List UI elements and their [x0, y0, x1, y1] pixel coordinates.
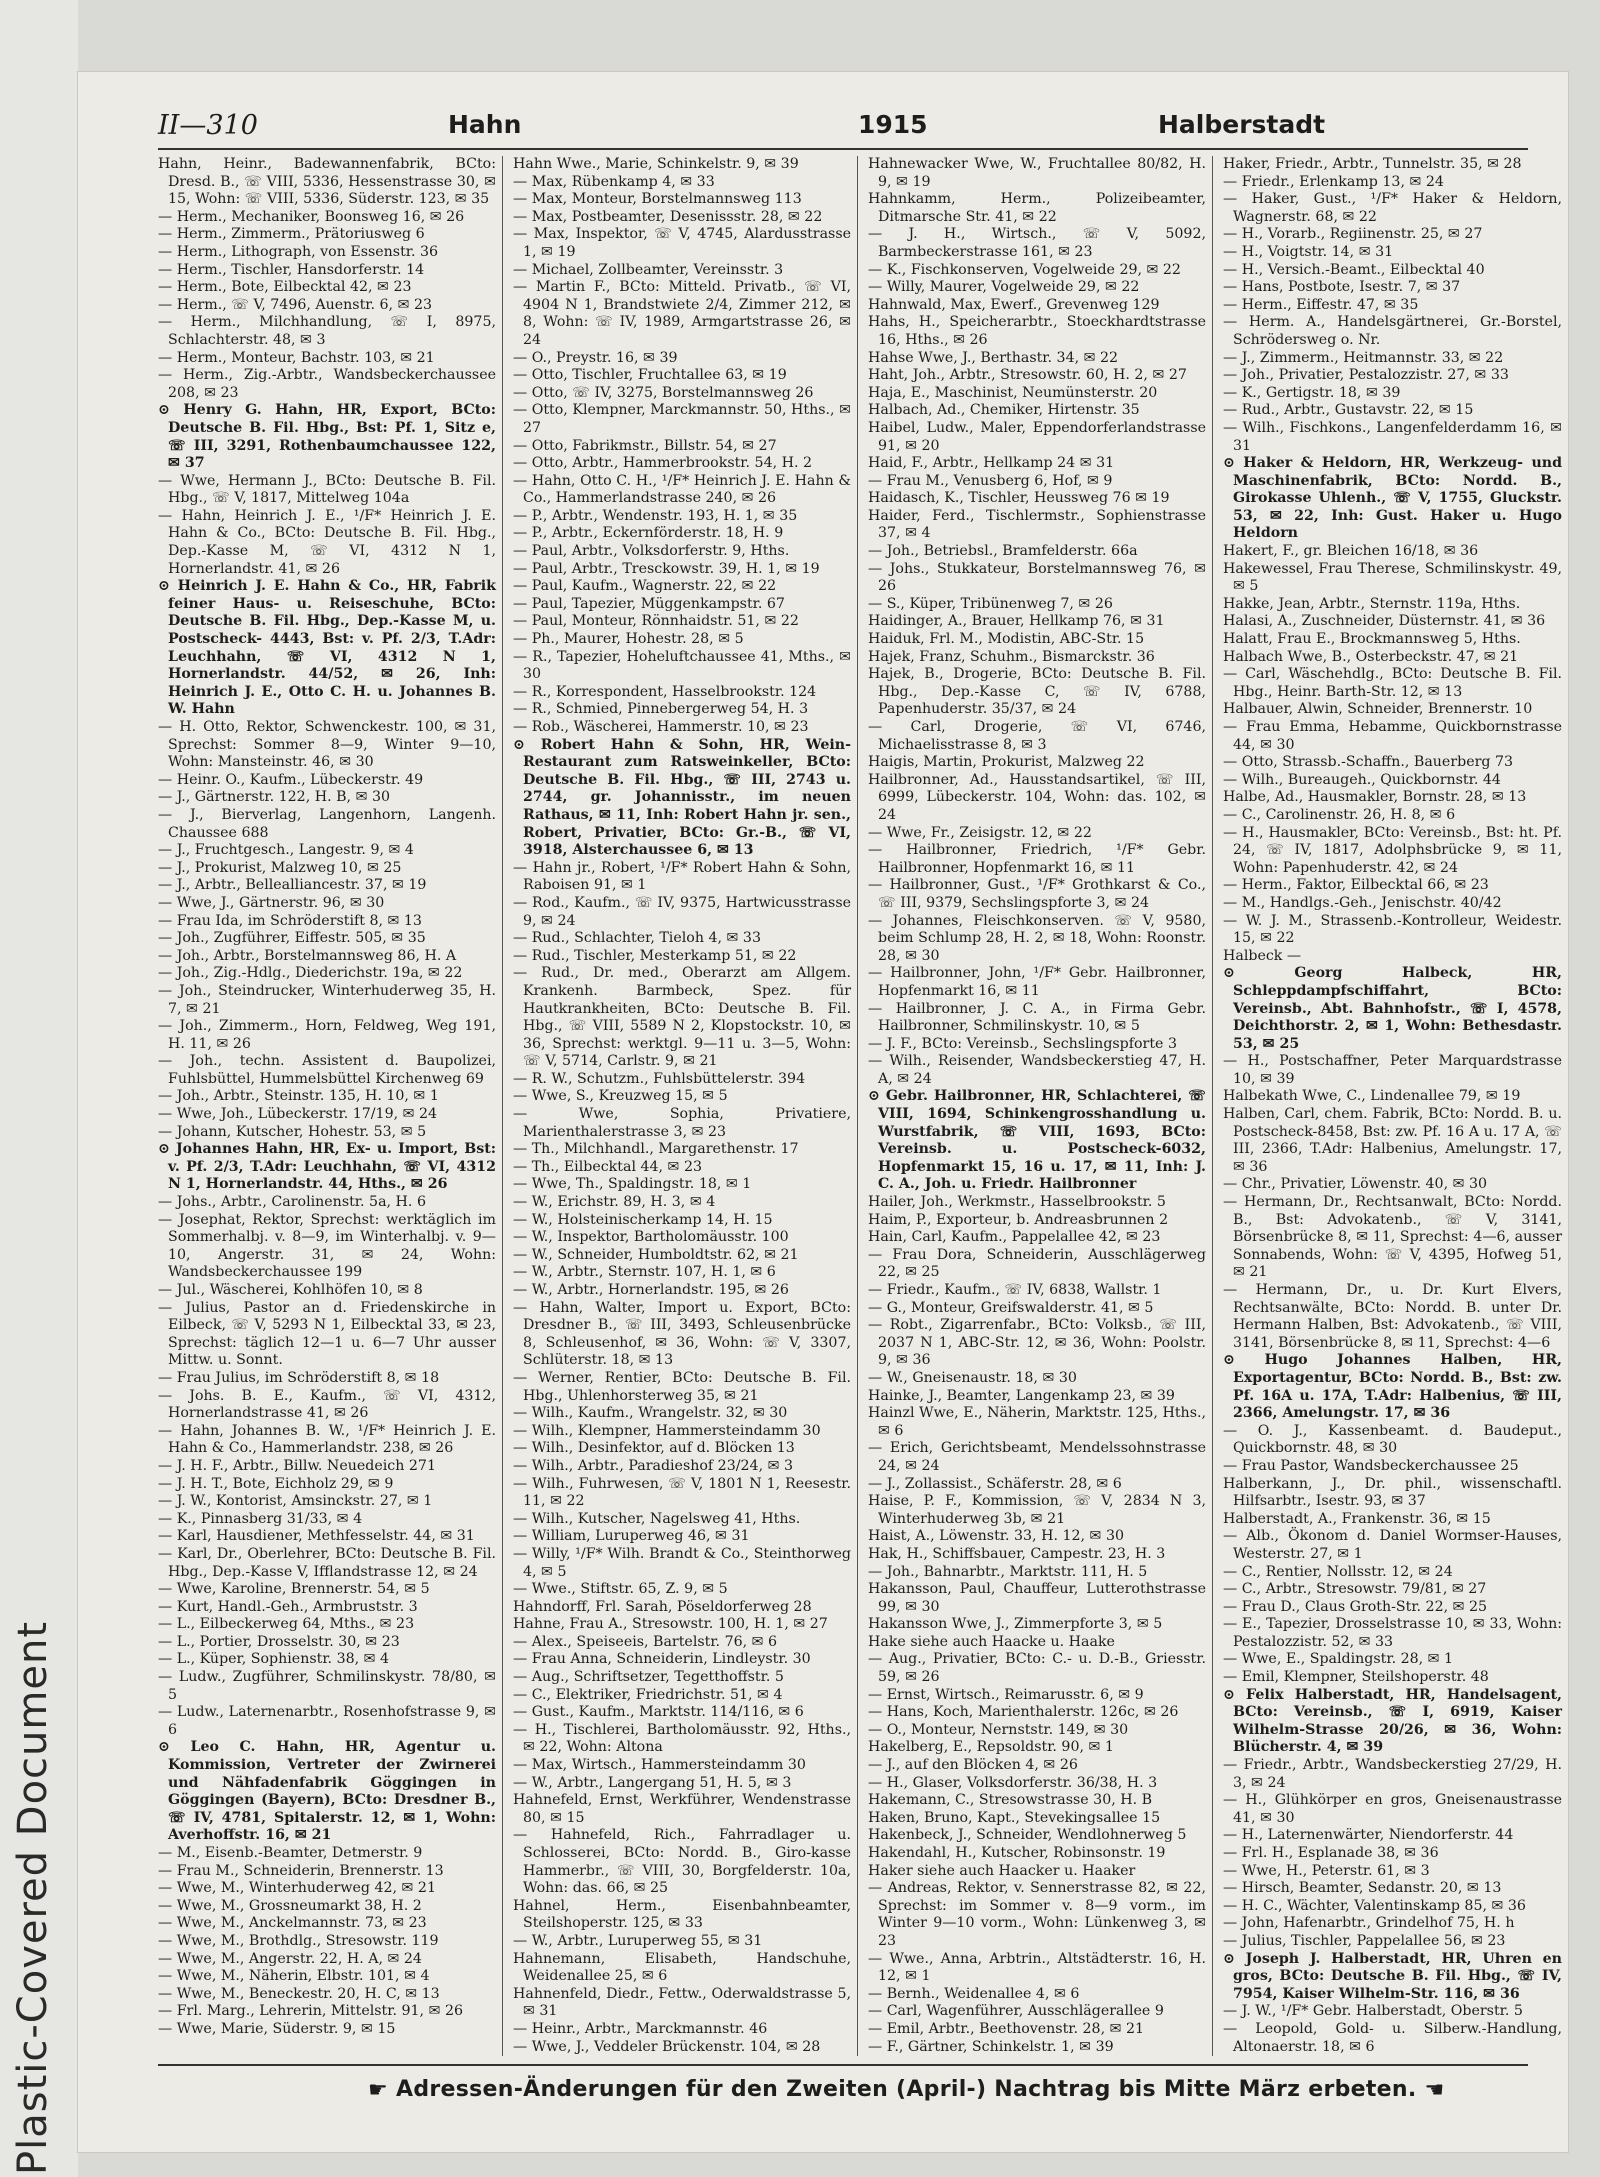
directory-entry: — Haker, Gust., ¹/F* Haker & Heldorn, Wagnerstr. 68, ✉ 22	[1223, 191, 1562, 225]
directory-entry: Halbeck —	[1223, 947, 1302, 964]
directory-entry: Hahnwald, Max, Ewerf., Grevenweg 129	[868, 296, 1160, 313]
directory-entry: Haigis, Martin, Prokurist, Malzweg 22	[868, 754, 1145, 771]
directory-entry: — Carl, Wäschehdlg., BCto: Deutsche B. Fil. Hbg., Heinr. Barth-Str. 12, ✉ 13	[1223, 666, 1562, 700]
directory-entry: — Otto, Strassb.-Schaffn., Bauerberg 73	[1223, 754, 1514, 771]
directory-entry: Hailer, Joh., Werkmstr., Hasselbrookstr. 5	[868, 1194, 1166, 1211]
directory-entry: — Hermann, Dr., Rechtsanwalt, BCto: Nordd. B., Bst: Advokatenb., ☏ V, 3141, Börsenbrücke 8, ✉ 11, Sprechst: 4—6, ausser Sonnabends, Wohn: ☏ V, 4395, Hofweg 51, ✉ 21	[1223, 1194, 1562, 1281]
directory-entry: — Rud., Schlachter, Tieloh 4, ✉ 33	[513, 930, 761, 947]
directory-entry: Halasi, A., Zuschneider, Düsternstr. 41, ✉ 36	[1223, 613, 1546, 630]
directory-entry: — Leopold, Gold- u. Silberw.-Handlung, Altonaerstr. 18, ✉ 6	[1223, 2020, 1562, 2055]
directory-entry: — P., Arbtr., Eckernförderstr. 18, H. 9	[513, 525, 784, 542]
directory-entry: — Wwe, M., Beneckestr. 20, H. C, ✉ 13	[158, 1985, 440, 2002]
directory-entry: Hahne, Frau A., Stresowstr. 100, H. 1, ✉ 27	[513, 1616, 828, 1633]
directory-entry: — Emil, Klempner, Steilshoperstr. 48	[1223, 1669, 1489, 1686]
directory-entry: — Hahn, Otto C. H., ¹/F* Heinrich J. E. Hahn & Co., Hammerlandstrasse 240, ✉ 26	[513, 472, 851, 507]
directory-entry: — J. W., Kontorist, Amsinckstr. 27, ✉ 1	[158, 1493, 433, 1510]
footer-notice	[368, 2077, 1445, 2103]
footer-text: Adressen-Änderungen für den Zweiten (April-) Nachtrag bis Mitte März erbeten.	[396, 2077, 1417, 2102]
directory-entry: ⊙ Robert Hahn & Sohn, HR, Wein-Restaurant zum Ratsweinkeller, BCto: Deutsche B. Fil. Hbg., ☏ III, 2743 u. 2744, gr. Johannisstr., im neuen Rathaus, ✉ 11, Inh: Robert Hahn jr. sen., Robert, Privatier, BCto: Gr.-B., ☏ VI, 3918, Alsterchaussee 6, ✉ 13	[513, 736, 851, 859]
directory-entry: ⊙ Felix Halberstadt, HR, Handelsagent, BCto: Vereinsb., ☏ I, 6919, Kaiser Wilhelm-Strasse 20/26, ✉ 36, Wohn: Blücherstr. 4, ✉ 39	[1223, 1686, 1562, 1756]
directory-entry: — C., Elektriker, Friedrichstr. 51, ✉ 4	[513, 1686, 783, 1703]
directory-entry: Haibel, Ludw., Maler, Eppendorferlandstrasse 91, ✉ 20	[868, 419, 1206, 454]
directory-entry: — Wwe, Joh., Lübeckerstr. 17/19, ✉ 24	[158, 1106, 438, 1123]
directory-entry: Haken, Bruno, Kapt., Stevekingsallee 15	[868, 1809, 1161, 1826]
directory-entry: Hajek, Franz, Schuhm., Bismarckstr. 36	[868, 648, 1155, 665]
directory-entry: — O., Monteur, Nernststr. 149, ✉ 30	[868, 1721, 1129, 1738]
directory-entry: — Johs. B. E., Kaufm., ☏ VI, 4312, Hornerlandstrasse 41, ✉ 26	[158, 1387, 496, 1422]
directory-entry: — Hailbronner, Gust., ¹/F* Grothkarst & Co., ☏ III, 9379, Sechslingspforte 3, ✉ 24	[868, 877, 1206, 911]
directory-entry: — H., Glaser, Volksdorferstr. 36/38, H. 3	[868, 1774, 1158, 1791]
directory-entry: — W. J. M., Strassenb.-Kontrolleur, Weidestr. 15, ✉ 22	[1223, 912, 1562, 947]
directory-entry: Haidasch, K., Tischler, Heussweg 76 ✉ 19	[868, 490, 1170, 507]
directory-entry: — Friedr., Arbtr., Wandsbeckerstieg 27/29, H. 3, ✉ 24	[1223, 1757, 1562, 1791]
directory-entry: — Frau D., Claus Groth-Str. 22, ✉ 25	[1223, 1598, 1488, 1615]
directory-entry: — Wwe, Karoline, Brennerstr. 54, ✉ 5	[158, 1581, 430, 1598]
directory-entry: — Friedr., Erlenkamp 13, ✉ 24	[1223, 173, 1444, 190]
directory-entry: — Wwe, Hermann J., BCto: Deutsche B. Fil. Hbg., ☏ V, 1817, Mittelweg 104a	[158, 472, 496, 507]
directory-entry: — J., Prokurist, Malzweg 10, ✉ 25	[158, 859, 402, 876]
directory-entry: — J., Gärtnerstr. 122, H. B, ✉ 30	[158, 789, 391, 806]
directory-entry: Haker, Friedr., Arbtr., Tunnelstr. 35, ✉ 28	[1223, 156, 1522, 172]
directory-entry: — C., Carolinenstr. 26, H. 8, ✉ 6	[1223, 806, 1456, 823]
directory-entry: — Wwe, J., Veddeler Brückenstr. 104, ✉ 28	[513, 2038, 821, 2055]
directory-entry: — Joh., Steindrucker, Winterhuderweg 35, H. 7, ✉ 21	[158, 982, 496, 1017]
directory-entry: Hainke, J., Beamter, Langenkamp 23, ✉ 39	[868, 1387, 1175, 1404]
directory-entry: — Hailbronner, J. C. A., in Firma Gebr. Hailbronner, Schmilinskystr. 10, ✉ 5	[868, 1000, 1206, 1035]
directory-entry: — Hailbronner, Friedrich, ¹/F* Gebr. Hailbronner, Hopfenmarkt 16, ✉ 11	[868, 842, 1206, 876]
directory-entry: — Joh., Zimmerm., Horn, Feldweg, Weg 191, H. 11, ✉ 26	[158, 1018, 496, 1052]
directory-entry: Halberkann, J., Dr. phil., wissenschaftl. Hilfsarbtr., Isestr. 93, ✉ 37	[1223, 1475, 1562, 1510]
directory-entry: — Joh., Arbtr., Borstelmannsweg 86, H. A	[158, 947, 457, 964]
directory-entry: — H., Laternenwärter, Niendorferstr. 44	[1223, 1827, 1514, 1844]
directory-entry: — Frau Dora, Schneiderin, Ausschlägerweg 22, ✉ 25	[868, 1246, 1206, 1281]
directory-entry: Haim, P., Exporteur, b. Andreasbrunnen 2	[868, 1211, 1169, 1228]
directory-entry: — Otto, ☏ IV, 3275, Borstelmannsweg 26	[513, 384, 814, 401]
directory-entry: — Wwe, Th., Spaldingstr. 18, ✉ 1	[513, 1176, 752, 1193]
directory-entry: — Wilh., Fuhrwesen, ☏ V, 1801 N 1, Reesestr. 11, ✉ 22	[513, 1475, 851, 1510]
directory-entry: Hakke, Jean, Arbtr., Sternstr. 119a, Hths.	[1223, 595, 1521, 612]
directory-entry: Halbauer, Alwin, Schneider, Brennerstr. 10	[1223, 701, 1533, 718]
directory-entry: — Frau Julius, im Schröderstift 8, ✉ 18	[158, 1369, 440, 1386]
directory-entry: Hahnewacker Wwe, W., Fruchtallee 80/82, H. 9, ✉ 19	[868, 156, 1206, 190]
directory-entry: — Aug., Privatier, BCto: C.- u. D.-B., Griesstr. 59, ✉ 26	[868, 1651, 1206, 1686]
directory-entry: — Frau Ida, im Schröderstift 8, ✉ 13	[158, 912, 422, 929]
directory-entry: — Karl, Dr., Oberlehrer, BCto: Deutsche B. Fil. Hbg., Dep.-Kasse V, Ifflandstrasse 12, ✉ 24	[158, 1545, 496, 1580]
directory-entry: — Bernh., Weidenallee 4, ✉ 6	[868, 1985, 1080, 2002]
directory-entry: — Carl, Wagenführer, Ausschlägerallee 9	[868, 2003, 1164, 2020]
directory-entry: — Ph., Maurer, Hohestr. 28, ✉ 5	[513, 631, 744, 648]
directory-entry: — Willy, ¹/F* Wilh. Brandt & Co., Steinthorweg 4, ✉ 5	[513, 1545, 851, 1580]
directory-entry: — R., Korrespondent, Hasselbrookstr. 124	[513, 683, 817, 700]
header-rule	[158, 148, 1528, 150]
directory-entry: — Max, Wirtsch., Hammersteindamm 30	[513, 1757, 806, 1774]
directory-entry: — Werner, Rentier, BCto: Deutsche B. Fil. Hbg., Uhlenhorsterweg 35, ✉ 21	[513, 1369, 851, 1404]
directory-entry: — J., Fruchtgesch., Langestr. 9, ✉ 4	[158, 842, 414, 859]
directory-entry: — Herm., Tischler, Hansdorferstr. 14	[158, 261, 425, 278]
directory-entry: — W., Arbtr., Luruperweg 55, ✉ 31	[513, 1932, 763, 1949]
directory-entry: — Wilh., Desinfektor, auf d. Blöcken 13	[513, 1440, 795, 1457]
directory-entry: — Wwe, M., Anckelmannstr. 73, ✉ 23	[158, 1915, 427, 1932]
directory-entry: — Herm., Bote, Eilbecktal 42, ✉ 23	[158, 279, 412, 296]
directory-entry: — Hahn, Walter, Import u. Export, BCto: Dresdner B., ☏ III, 3493, Schleusenbrücke 8, Schleusenhof, ✉ 36, Wohn: ☏ V, 3307, Schlüterstr. 18, ✉ 13	[513, 1299, 851, 1369]
directory-entry: — Rud., Arbtr., Gustavstr. 22, ✉ 15	[1223, 402, 1474, 419]
directory-entry: — Max, Monteur, Borstelmannsweg 113	[513, 191, 802, 208]
directory-entry: — Wwe, Fr., Zeisigstr. 12, ✉ 22	[868, 824, 1092, 841]
directory-entry: — Rob., Wäscherei, Hammerstr. 10, ✉ 23	[513, 719, 809, 735]
directory-page	[78, 72, 1568, 2152]
directory-entry: — Hailbronner, John, ¹/F* Gebr. Hailbronner, Hopfenmarkt 16, ✉ 11	[868, 965, 1206, 999]
directory-entry: — Max, Inspektor, ☏ V, 4745, Alardusstrasse 1, ✉ 19	[513, 226, 851, 260]
directory-entry: — Paul, Kaufm., Wagnerstr. 22, ✉ 22	[513, 578, 777, 595]
directory-entry: — Robt., Zigarrenfabr., BCto: Volksb., ☏ III, 2037 N 1, ABC-Str. 12, ✉ 36, Wohn: Poolstr. 9, ✉ 36	[868, 1317, 1206, 1369]
directory-entry: — W., Gneisenaustr. 18, ✉ 30	[868, 1369, 1077, 1386]
directory-entry: — Wwe., Anna, Arbtrin., Altstädterstr. 16, H. 12, ✉ 1	[868, 1950, 1206, 1985]
directory-entry: — Wwe, Sophia, Privatiere, Marienthalerstrasse 3, ✉ 23	[513, 1106, 851, 1140]
directory-entry: — Th., Milchhandl., Margarethenstr. 17	[513, 1141, 799, 1158]
directory-entry: Halbekath Wwe, C., Lindenallee 79, ✉ 19	[1223, 1088, 1521, 1105]
column-4	[1223, 156, 1568, 2056]
directory-entry: — Hans, Postbote, Isestr. 7, ✉ 37	[1223, 279, 1461, 296]
directory-entry: — W., Schneider, Humboldtstr. 62, ✉ 21	[513, 1246, 799, 1263]
directory-entry: — Martin F., BCto: Mitteld. Privatb., ☏ VI, 4904 N 1, Brandstwiete 2/4, Zimmer 212, ✉ 8, Wohn: ☏ IV, 1989, Armgartstrasse 26, ✉ 24	[513, 279, 851, 348]
directory-entry: — W., Arbtr., Sternstr. 107, H. 1, ✉ 6	[513, 1264, 776, 1281]
directory-entry: ⊙ Haker & Heldorn, HR, Werkzeug- und Maschinenfabrik, BCto: Nordd. B., Girokasse Uhlenh., ☏ V, 1755, Gluckstr. 53, ✉ 22, Inh: Gust. Haker u. Hugo Heldorn	[1223, 455, 1562, 542]
directory-entry: Hakemann, C., Stresowstrasse 30, H. B	[868, 1792, 1153, 1809]
directory-entry: — Herm., Eiffestr. 47, ✉ 35	[1223, 296, 1419, 313]
directory-entry: — Wwe, S., Kreuzweg 15, ✉ 5	[513, 1088, 728, 1105]
directory-entry: — Herm., Mechaniker, Boonsweg 16, ✉ 26	[158, 208, 465, 225]
directory-entry: Haist, A., Löwenstr. 33, H. 12, ✉ 30	[868, 1528, 1124, 1545]
directory-entry: ⊙ Georg Halbeck, HR, Schleppdampfschiffahrt, BCto: Vereinsb., Abt. Bahnhofstr., ☏ I, 4578, Deichthorstr. 2, ✉ 1, Wohn: Bethesdastr. 53, ✉ 25	[1223, 965, 1562, 1052]
directory-entry: Halbach Wwe, B., Osterbeckstr. 47, ✉ 21	[1223, 648, 1519, 665]
directory-entry: — Johs., Stukkateur, Borstelmannsweg 76, ✉ 26	[868, 560, 1206, 595]
directory-entry: — Frl. H., Esplanade 38, ✉ 36	[1223, 1845, 1439, 1861]
directory-entry: Hahnefeld, Ernst, Werkführer, Wendenstrasse 80, ✉ 15	[513, 1792, 851, 1826]
directory-entry: — R. W., Schutzm., Fuhlsbüttelerstr. 394	[513, 1070, 806, 1087]
directory-entry: Hailbronner, Ad., Hausstandsartikel, ☏ III, 6999, Lübeckerstr. 104, Wohn: das. 102, ✉ 24	[868, 771, 1206, 823]
directory-entry: — H., Vorarb., Regiinenstr. 25, ✉ 27	[1223, 226, 1483, 243]
directory-entry: — Hahn jr., Robert, ¹/F* Robert Hahn & Sohn, Raboisen 91, ✉ 1	[513, 859, 851, 894]
directory-entry: Haid, F., Arbtr., Hellkamp 24 ✉ 31	[868, 455, 1115, 472]
directory-entry: — Rod., Kaufm., ☏ IV, 9375, Hartwicusstrasse 9, ✉ 24	[513, 894, 851, 929]
directory-entry: — W., Arbtr., Langergang 51, H. 5, ✉ 3	[513, 1774, 792, 1791]
scanner-margin	[0, 0, 78, 2177]
directory-entry: — Frau M., Schneiderin, Brennerstr. 13	[158, 1862, 444, 1879]
column-1	[158, 156, 503, 2056]
directory-entry: — Julius, Tischler, Pappelallee 56, ✉ 23	[1223, 1932, 1506, 1949]
directory-entry: — L., Portier, Drosselstr. 30, ✉ 23	[158, 1633, 400, 1650]
directory-entry: ⊙ Leo C. Hahn, HR, Agentur u. Kommission, Vertreter der Zwirnerei und Nähfadenfabrik Göggingen in Göggingen (Bayern), BCto: Dresdner B., ☏ IV, 4781, Spitalerstr. 12, ✉ 1, Wohn: Averhoffstr. 16, ✉ 21	[158, 1739, 496, 1844]
directory-entry: — Jul., Wäscherei, Kohlhöfen 10, ✉ 8	[158, 1282, 423, 1298]
directory-entry: — Wwe, M., Brothdlg., Stresowstr. 119	[158, 1932, 439, 1949]
column-3	[868, 156, 1213, 2056]
directory-entry: — L., Eilbeckerweg 64, Mths., ✉ 23	[158, 1616, 415, 1633]
directory-entry: — J., auf den Blöcken 4, ✉ 26	[868, 1757, 1078, 1774]
directory-entry: — Paul, Tapezier, Müggenkampstr. 67	[513, 595, 785, 612]
directory-entry: Halben, Carl, chem. Fabrik, BCto: Nordd. B. u. Postscheck-8458, Bst: zw. Pf. 16 A u. 17 A, ☏ III, 2366, T.Adr: Halbenius, Amelungstr. 17, ✉ 36	[1223, 1106, 1562, 1175]
directory-entry: Hain, Carl, Kaufm., Pappelallee 42, ✉ 23	[868, 1229, 1161, 1246]
directory-entry: — Alex., Speiseeis, Bartelstr. 76, ✉ 6	[513, 1633, 778, 1650]
directory-entry: — Chr., Privatier, Löwenstr. 40, ✉ 30	[1223, 1176, 1488, 1193]
directory-entry: — Wilh., Kaufm., Wrangelstr. 32, ✉ 30	[513, 1405, 788, 1422]
directory-entry: — Joh., Betriebsl., Bramfelderstr. 66a	[868, 543, 1138, 560]
directory-entry: — Wilh., Arbtr., Paradieshof 23/24, ✉ 3	[513, 1457, 794, 1474]
directory-entry: — S., Küper, Tribünenweg 7, ✉ 26	[868, 595, 1113, 612]
directory-entry: Hajek, B., Drogerie, BCto: Deutsche B. Fil. Hbg., Dep.-Kasse C, ☏ IV, 6788, Papenhuderstr. 35/37, ✉ 24	[868, 666, 1206, 718]
directory-entry: — K., Pinnasberg 31/33, ✉ 4	[158, 1510, 363, 1527]
directory-entry: — Ludw., Zugführer, Schmilinskystr. 78/80, ✉ 5	[158, 1669, 496, 1703]
directory-entry: — Hahn, Heinrich J. E., ¹/F* Heinrich J. E. Hahn & Co., BCto: Deutsche B. Fil. Hbg., Dep.-Kasse M, ☏ VI, 4312 N 1, Hornerlandstr. 41, ✉ 26	[158, 507, 496, 577]
directory-entry: Hahnel, Herm., Eisenbahnbeamter, Steilshoperstr. 125, ✉ 33	[513, 1897, 851, 1932]
directory-entry: Haise, P. F., Kommission, ☏ V, 2834 N 3, Winterhuderweg 3b, ✉ 21	[868, 1493, 1206, 1527]
left-keyword: Hahn	[448, 110, 522, 139]
directory-entry: — Joh., Zig.-Hdlg., Diederichstr. 19a, ✉ 22	[158, 965, 463, 982]
directory-entry: ⊙ Gebr. Hailbronner, HR, Schlachterei, ☏ VIII, 1694, Schinkengrosshandlung u. Wurstfabrik, ☏ VIII, 1693, BCto: Vereinsb. u. Postscheck-6032, Hopfenmarkt 15, 16 u. 17, ✉ 11, Inh: J. C. A., Joh. u. Friedr. Hailbronner	[868, 1088, 1206, 1193]
directory-entry: — Joh., techn. Assistent d. Baupolizei, Fuhlsbüttel, Hummelsbüttel Kirchenweg 69	[158, 1053, 496, 1087]
directory-entry: — Wwe, M., Winterhuderweg 42, ✉ 21	[158, 1880, 436, 1897]
directory-entry: — Willy, Maurer, Vogelweide 29, ✉ 22	[868, 279, 1140, 296]
directory-entry: — Frl. Marg., Lehrerin, Mittelstr. 91, ✉ 26	[158, 2003, 464, 2020]
directory-entry: — Hirsch, Beamter, Sedanstr. 20, ✉ 13	[1223, 1880, 1502, 1897]
directory-entry: — Friedr., Kaufm., ☏ IV, 6838, Wallstr. 1	[868, 1282, 1162, 1298]
directory-entry: — H., Glühkörper en gros, Gneisenaustrasse 41, ✉ 30	[1223, 1792, 1562, 1826]
column-2	[513, 156, 858, 2056]
directory-entry: — C., Rentier, Nollsstr. 12, ✉ 24	[1223, 1563, 1453, 1580]
directory-entry: ⊙ Joseph J. Halberstadt, HR, Uhren en gros, BCto: Deutsche B. Fil. Hbg., ☏ IV, 7954, Kaiser Wilhelm-Str. 116, ✉ 36	[1223, 1950, 1562, 2002]
directory-entry: — Frau Emma, Hebamme, Quickbornstrasse 44, ✉ 30	[1223, 719, 1562, 753]
directory-entry: — Josephat, Rektor, Sprechst: werktäglich im Sommerhalbj. v. 8—9, im Winterhalbj. v. 9—10, Angerstr. 31, ✉ 24, Wohn: Wandsbeckerchaussee 199	[158, 1211, 496, 1281]
directory-entry: — W., Erichstr. 89, H. 3, ✉ 4	[513, 1194, 716, 1211]
directory-entry: — Herm., Zig.-Arbtr., Wandsbeckerchaussee 208, ✉ 23	[158, 367, 496, 401]
directory-entry: — Carl, Drogerie, ☏ VI, 6746, Michaelisstrasse 8, ✉ 3	[868, 719, 1206, 753]
directory-entry: — Herm., Milchhandlung, ☏ I, 8975, Schlachterstr. 48, ✉ 3	[158, 314, 496, 348]
directory-entry: — Wilh., Bureaugeh., Quickbornstr. 44	[1223, 771, 1501, 788]
directory-entry: — H., Tischlerei, Bartholomäusstr. 92, Hths., ✉ 22, Wohn: Altona	[513, 1721, 851, 1756]
year: 1915	[858, 110, 928, 139]
directory-entry: — H., Voigtstr. 14, ✉ 31	[1223, 243, 1394, 260]
directory-entry: — Heinr., Arbtr., Marckmannstr. 46	[513, 2020, 768, 2037]
directory-entry: — Wwe, H., Peterstr. 61, ✉ 3	[1223, 1862, 1430, 1879]
directory-entry: ⊙ Henry G. Hahn, HR, Export, BCto: Deutsche B. Fil. Hbg., Bst: Pf. 1, Sitz e, ☏ III, 3291, Rothenbaumchaussee 122, ✉ 37	[158, 402, 496, 472]
pointing-hand-right-icon: ☚	[1424, 2077, 1445, 2103]
directory-entry: Hahse Wwe, J., Berthastr. 34, ✉ 22	[868, 349, 1119, 366]
directory-entry: — M., Eisenb.-Beamter, Detmerstr. 9	[158, 1845, 423, 1861]
directory-entry: — Erich, Gerichtsbeamt, Mendelssohnstrasse 24, ✉ 24	[868, 1440, 1206, 1474]
directory-entry: — C., Arbtr., Stresowstr. 79/81, ✉ 27	[1223, 1581, 1487, 1598]
directory-entry: — K., Fischkonserven, Vogelweide 29, ✉ 22	[868, 261, 1181, 278]
directory-entry: — Wwe, M., Näherin, Elbstr. 101, ✉ 4	[158, 1968, 430, 1985]
directory-entry: — W., Holsteinischerkamp 14, H. 15	[513, 1211, 773, 1228]
directory-entry: — Ludw., Laternenarbtr., Rosenhofstrasse 9, ✉ 6	[158, 1704, 496, 1738]
directory-entry: — Hermann, Dr., u. Dr. Kurt Elvers, Rechtsanwälte, BCto: Nordd. B. unter Dr. Hermann Halben, Bst: Advokatenb., ☏ VIII, 3141, Börsenbrücke 8, ✉ 11, Sprechst: 4—6	[1223, 1282, 1562, 1351]
directory-entry: — H., Versich.-Beamt., Eilbecktal 40	[1223, 261, 1485, 278]
directory-entry: — Paul, Arbtr., Tresckowstr. 39, H. 1, ✉ 19	[513, 560, 820, 577]
directory-entry: — Johannes, Fleischkonserven. ☏ V, 9580, beim Schlump 28, H. 2, ✉ 18, Wohn: Roonstr. 28, ✉ 30	[868, 912, 1206, 964]
directory-entry: — Karl, Hausdiener, Methfesselstr. 44, ✉ 31	[158, 1528, 475, 1545]
directory-entry: — Michael, Zollbeamter, Vereinsstr. 3	[513, 261, 784, 278]
directory-entry: — Hahn, Johannes B. W., ¹/F* Heinrich J. E. Hahn & Co., Hammerlandstr. 238, ✉ 26	[158, 1422, 496, 1457]
pointing-hand-left-icon: ☛	[368, 2077, 389, 2103]
directory-entry: — Max, Postbeamter, Desenissstr. 28, ✉ 22	[513, 208, 823, 225]
directory-entry: — J., Bierverlag, Langenhorn, Langenh. Chaussee 688	[158, 806, 496, 841]
directory-entry: — L., Küper, Sophienstr. 38, ✉ 4	[158, 1651, 390, 1668]
directory-entry: — W., Inspektor, Bartholomäusstr. 100	[513, 1229, 789, 1246]
directory-entry: — Herm., Lithograph, von Essenstr. 36	[158, 243, 439, 260]
directory-entry: — K., Gertigstr. 18, ✉ 39	[1223, 384, 1401, 401]
directory-entry: ⊙ Johannes Hahn, HR, Ex- u. Import, Bst: v. Pf. 2/3, T.Adr: Leuchhahn, ☏ VI, 4312 N 1, Hornerlandstr. 44, Hths., ✉ 26	[158, 1141, 496, 1193]
directory-entry: Haider, Ferd., Tischlermstr., Sophienstrasse 37, ✉ 4	[868, 507, 1206, 542]
directory-entry: Hakansson, Paul, Chauffeur, Lutterothstrasse 99, ✉ 30	[868, 1581, 1206, 1615]
directory-entry: — H. C., Wächter, Valentinskamp 85, ✉ 36	[1223, 1897, 1526, 1914]
directory-entry: — M., Handlgs.-Geh., Jenischstr. 40/42	[1223, 894, 1502, 911]
directory-entry: Haidinger, A., Brauer, Hellkamp 76, ✉ 31	[868, 613, 1165, 630]
directory-entry: Hahn Wwe., Marie, Schinkelstr. 9, ✉ 39	[513, 156, 799, 172]
directory-entry: — Andreas, Rektor, v. Sennerstrasse 82, ✉ 22, Sprechst: im Sommer v. 8—9 vorm., im Winter 9—10 vorm., Wohn: Lünkenweg 3, ✉ 23	[868, 1880, 1206, 1949]
directory-entry: ⊙ Hugo Johannes Halben, HR, Exportagentur, BCto: Nordd. B., Bst: zw. Pf. 16A u. 17A, T.Adr: Halbenius, ☏ III, 2366, Amelungstr. 17, ✉ 36	[1223, 1352, 1562, 1422]
directory-entry: Hake siehe auch Haacke u. Haake	[868, 1633, 1115, 1650]
directory-entry: — Frau M., Venusberg 6, Hof, ✉ 9	[868, 472, 1113, 489]
directory-entry: — Otto, Fabrikmstr., Billstr. 54, ✉ 27	[513, 437, 777, 454]
directory-entry: Haja, E., Maschinist, Neumünsterstr. 20	[868, 384, 1158, 401]
directory-entry: — Wilh., Fischkons., Langenfelderdamm 16, ✉ 31	[1223, 419, 1562, 454]
directory-entry: Haiduk, Frl. M., Modistin, ABC-Str. 15	[868, 631, 1145, 648]
directory-entry: — J. H., Wirtsch., ☏ V, 5092, Barmbeckerstrasse 161, ✉ 23	[868, 226, 1206, 260]
directory-entry: — H., Hausmakler, BCto: Vereinsb., Bst: ht. Pf. 24, ☏ IV, 1817, Adolphsbrücke 9, ✉ 11, Wohn: Papenhuderstr. 42, ✉ 24	[1223, 824, 1562, 876]
directory-entry: — Kurt, Handl.-Geh., Armbruststr. 3	[158, 1598, 418, 1615]
directory-entry: — O., Preystr. 16, ✉ 39	[513, 349, 678, 366]
directory-entry: — Johann, Kutscher, Hohestr. 53, ✉ 5	[158, 1123, 427, 1140]
directory-entry: — Wwe., Stiftstr. 65, Z. 9, ✉ 5	[513, 1581, 728, 1598]
directory-entry: — J., Arbtr., Bellealliancestr. 37, ✉ 19	[158, 877, 427, 894]
directory-entry: — Wwe, M., Angerstr. 22, H. A, ✉ 24	[158, 1950, 422, 1967]
directory-entry: — R., Schmied, Pinnebergerweg 54, H. 3	[513, 701, 809, 718]
right-keyword: Halberstadt	[1158, 110, 1326, 139]
directory-entry: Halatt, Frau E., Brockmannsweg 5, Hths.	[1223, 631, 1521, 648]
directory-entry: Hahnkamm, Herm., Polizeibeamter, Ditmarsche Str. 41, ✉ 22	[868, 191, 1206, 225]
directory-entry: — Joh., Arbtr., Steinstr. 135, H. 10, ✉ 1	[158, 1088, 439, 1105]
directory-entry: Hahn, Heinr., Badewannenfabrik, BCto: Dresd. B., ☏ VIII, 5336, Hessenstrasse 30, ✉ 15, Wohn: ☏ VIII, 5336, Süderstr. 123, ✉ 35	[158, 156, 496, 208]
directory-entry: — Hans, Koch, Marienthalerstr. 126c, ✉ 26	[868, 1704, 1179, 1721]
directory-entry: Hainzl Wwe, E., Näherin, Marktstr. 125, Hths., ✉ 6	[868, 1405, 1206, 1439]
directory-entry: ⊙ Heinrich J. E. Hahn & Co., HR, Fabrik feiner Haus- u. Reiseschuhe, BCto: Deutsche B. Fil. Hbg., Dep.-Kasse M, u. Postscheck- 4443, Bst: v. Pf. 2/3, T.Adr: Leuchhahn, ☏ VI, 4312 N 1, Hornerlandstr. 44/52, ✉ 26, Inh: Heinrich J. E., Otto C. H. u. Johannes B. W. Hahn	[158, 578, 496, 718]
directory-entry: — P., Arbtr., Wendenstr. 193, H. 1, ✉ 35	[513, 507, 798, 524]
page-number: II—310	[158, 110, 258, 141]
directory-entry: — Herm., Zimmerm., Prätoriusweg 6	[158, 226, 425, 243]
directory-entry: — F., Gärtner, Schinkelstr. 1, ✉ 39	[868, 2038, 1114, 2055]
directory-entry: Hakenbeck, J., Schneider, Wendlohnerweg 5	[868, 1827, 1187, 1844]
directory-entry: — J. F., BCto: Vereinsb., Sechslingspforte 3	[868, 1035, 1177, 1052]
directory-entry: — Wwe, E., Spaldingstr. 28, ✉ 1	[1223, 1651, 1454, 1668]
directory-entry: — Wilh., Kutscher, Nagelsweg 41, Hths.	[513, 1510, 801, 1527]
directory-entry: — Johs., Arbtr., Carolinenstr. 5a, H. 6	[158, 1194, 426, 1211]
directory-entry: — J., Zollassist., Schäferstr. 28, ✉ 6	[868, 1475, 1122, 1492]
directory-entry: — E., Tapezier, Drosselstrasse 10, ✉ 33, Wohn: Pestalozzistr. 52, ✉ 33	[1223, 1616, 1562, 1650]
directory-entry: Hahndorff, Frl. Sarah, Pöseldorferweg 28	[513, 1598, 812, 1615]
directory-entry: Hakelberg, E., Repsoldstr. 90, ✉ 1	[868, 1739, 1114, 1756]
directory-entry: — H., Postschaffner, Peter Marquardstrasse 10, ✉ 39	[1223, 1053, 1562, 1087]
directory-entry: — Julius, Pastor an d. Friedenskirche in Eilbeck, ☏ V, 5293 N 1, Eilbecktal 33, ✉ 23, Sprechst: täglich 12—1 u. 6—7 Uhr ausser Mittw. u. Sonnt.	[158, 1299, 496, 1369]
directory-entry: Hahnenfeld, Diedr., Fettw., Oderwaldstrasse 5, ✉ 31	[513, 1985, 851, 2020]
directory-entry: — Alb., Ökonom d. Daniel Wormser-Hauses, Westerstr. 27, ✉ 1	[1223, 1528, 1562, 1562]
directory-entry: — William, Luruperweg 46, ✉ 31	[513, 1528, 750, 1545]
directory-entry: — Aug., Schriftsetzer, Tegetthoffstr. 5	[513, 1669, 784, 1686]
directory-entry: Halbe, Ad., Hausmakler, Bornstr. 28, ✉ 13	[1223, 789, 1527, 806]
directory-entry: Halbach, Ad., Chemiker, Hirtenstr. 35	[868, 402, 1140, 419]
directory-entry: — Th., Eilbecktal 44, ✉ 23	[513, 1158, 703, 1175]
directory-entry: — J. W., ¹/F* Gebr. Halberstadt, Oberstr. 5	[1223, 2003, 1523, 2020]
directory-entry: Hak, H., Schiffsbauer, Campestr. 23, H. 3	[868, 1545, 1166, 1562]
directory-entry: — Emil, Arbtr., Beethovenstr. 28, ✉ 21	[868, 2020, 1145, 2037]
directory-entry: — Paul, Monteur, Rönnhaidstr. 51, ✉ 22	[513, 613, 799, 630]
directory-entry: Hakendahl, H., Kutscher, Robinsonstr. 19	[868, 1845, 1166, 1861]
directory-entry: — J., Zimmerm., Heitmannstr. 33, ✉ 22	[1223, 349, 1504, 366]
directory-entry: Halberstadt, A., Frankenstr. 36, ✉ 15	[1223, 1510, 1491, 1527]
directory-entry: — Wilh., Reisender, Wandsbeckerstieg 47, H. A, ✉ 24	[868, 1053, 1206, 1087]
directory-entry: Hakewessel, Frau Therese, Schmilinskystr. 49, ✉ 5	[1223, 560, 1562, 595]
directory-entry: — Heinr. O., Kaufm., Lübeckerstr. 49	[158, 771, 424, 788]
footer-rule	[158, 2064, 1528, 2066]
entry-columns	[158, 156, 1568, 2056]
directory-entry: Haht, Joh., Arbtr., Stresowstr. 60, H. 2, ✉ 27	[868, 367, 1187, 384]
directory-entry: — Wwe, M., Grossneumarkt 38, H. 2	[158, 1897, 422, 1914]
directory-entry: — Hahnefeld, Rich., Fahrradlager u. Schlosserei, BCto: Nordd. B., Giro-kasse Hammerbr., ☏ VIII, 30, Borgfelderstr. 10a, Wohn: das. 66, ✉ 25	[513, 1827, 851, 1897]
side-label: Plastic-Covered Document	[10, 1621, 56, 2175]
directory-entry: — Otto, Arbtr., Hammerbrookstr. 54, H. 2	[513, 455, 813, 472]
directory-entry: — Joh., Privatier, Pestalozzistr. 27, ✉ 33	[1223, 367, 1509, 384]
directory-entry: — O. J., Kassenbeamt. d. Baudeput., Quickbornstr. 48, ✉ 30	[1223, 1422, 1562, 1457]
directory-entry: — Wilh., Klempner, Hammersteindamm 30	[513, 1422, 821, 1439]
directory-entry: — Paul, Arbtr., Volksdorferstr. 9, Hths.	[513, 543, 790, 560]
page-header	[158, 110, 1528, 146]
directory-entry: — John, Hafenarbtr., Grindelhof 75, H. h	[1223, 1915, 1515, 1932]
directory-entry: — Herm. A., Handelsgärtnerei, Gr.-Borstel, Schrödersweg o. Nr.	[1223, 314, 1562, 348]
directory-entry: — R., Tapezier, Hoheluftchaussee 41, Mths., ✉ 30	[513, 648, 851, 683]
directory-entry: — J. H. F., Arbtr., Billw. Neuedeich 271	[158, 1457, 436, 1474]
directory-entry: — Herm., Faktor, Eilbecktal 66, ✉ 23	[1223, 877, 1489, 894]
directory-entry: — H. Otto, Rektor, Schwenckestr. 100, ✉ 31, Sprechst: Sommer 8—9, Winter 9—10, Wohn: Mansteinstr. 46, ✉ 30	[158, 719, 496, 771]
directory-entry: Hakansson Wwe, J., Zimmerpforte 3, ✉ 5	[868, 1616, 1163, 1633]
directory-entry: — W., Arbtr., Hornerlandstr. 195, ✉ 26	[513, 1282, 789, 1298]
directory-entry: — Joh., Zugführer, Eiffestr. 505, ✉ 35	[158, 930, 426, 947]
directory-entry: — Wwe, J., Gärtnerstr. 96, ✉ 30	[158, 894, 385, 911]
directory-entry: — Joh., Bahnarbtr., Marktstr. 111, H. 5	[868, 1563, 1148, 1580]
directory-entry: — G., Monteur, Greifswalderstr. 41, ✉ 5	[868, 1299, 1154, 1316]
directory-entry: — Rud., Tischler, Mesterkamp 51, ✉ 22	[513, 947, 797, 964]
directory-entry: — Wwe, Marie, Süderstr. 9, ✉ 15	[158, 2020, 396, 2037]
directory-entry: — Rud., Dr. med., Oberarzt am Allgem. Krankenh. Barmbeck, Spez. für Hautkrankheiten, BCto: Deutsche B. Fil. Hbg., ☏ VIII, 5589 N 2, Klopstockstr. 10, ✉ 36, Sprechst: werktgl. 9—11 u. 3—5, Wohn: ☏ V, 5714, Carlstr. 9, ✉ 21	[513, 965, 851, 1070]
directory-entry: — Gust., Kaufm., Marktstr. 114/116, ✉ 6	[513, 1704, 804, 1721]
directory-entry: — J. H. T., Bote, Eichholz 29, ✉ 9	[158, 1475, 394, 1492]
directory-entry: — Otto, Tischler, Fruchtallee 63, ✉ 19	[513, 367, 787, 384]
directory-entry: — Otto, Klempner, Marckmannstr. 50, Hths., ✉ 27	[513, 402, 851, 436]
directory-entry: Hahs, H., Speicherarbtr., Stoeckhardtstrasse 16, Hths., ✉ 26	[868, 314, 1206, 348]
directory-entry: Hahnemann, Elisabeth, Handschuhe, Weidenallee 25, ✉ 6	[513, 1950, 851, 1985]
directory-entry: — Herm., Monteur, Bachstr. 103, ✉ 21	[158, 349, 435, 366]
directory-entry: — Max, Rübenkamp 4, ✉ 33	[513, 173, 715, 190]
directory-entry: Hakert, F., gr. Bleichen 16/18, ✉ 36	[1223, 543, 1479, 560]
directory-entry: — Frau Pastor, Wandsbeckerchaussee 25	[1223, 1457, 1519, 1474]
directory-entry: — Herm., ☏ V, 7496, Auenstr. 6, ✉ 23	[158, 296, 433, 313]
directory-entry: — Ernst, Wirtsch., Reimarusstr. 6, ✉ 9	[868, 1686, 1144, 1703]
directory-entry: Haker siehe auch Haacker u. Haaker	[868, 1862, 1136, 1879]
directory-entry: — Frau Anna, Schneiderin, Lindleystr. 30	[513, 1651, 811, 1668]
